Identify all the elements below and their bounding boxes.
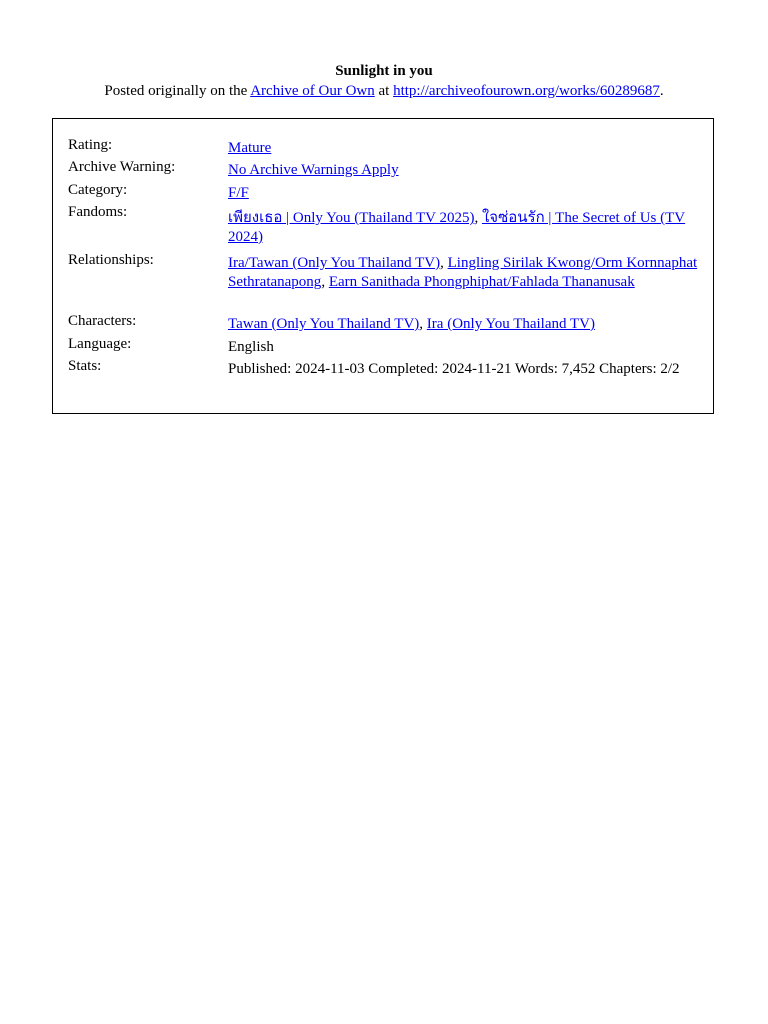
character-separator: ,: [419, 316, 427, 332]
rating-link[interactable]: Mature: [228, 140, 272, 156]
warning-link[interactable]: No Archive Warnings Apply: [228, 162, 399, 178]
character-link[interactable]: Ira (Only You Thailand TV): [426, 316, 595, 332]
stats-value: Published: 2024-11-03 Completed: 2024-11-21 Words: 7,452 Chapters: 2/2: [228, 361, 680, 377]
category-value: [228, 184, 698, 203]
fandom-link[interactable]: ใจซ่อนรัก | The Secret of Us (TV 2024): [228, 210, 686, 245]
relationship-link[interactable]: Earn Sanithada Phongphiphat/Fahlada Thananusak: [328, 274, 635, 290]
stats-label: Stats:: [68, 358, 102, 374]
language-label: Language:: [68, 336, 132, 352]
period: .: [659, 83, 664, 99]
fandom-link[interactable]: เพียงเธอ | Only You (Thailand TV 2025): [228, 210, 475, 226]
fandoms-label: Fandoms:: [68, 204, 128, 220]
relationship-link[interactable]: Ira/Tawan (Only You Thailand TV): [228, 255, 441, 271]
relationship-separator: ,: [321, 274, 329, 290]
character-link[interactable]: Tawan (Only You Thailand TV): [228, 316, 420, 332]
at-text: at: [374, 83, 394, 99]
archive-link[interactable]: Archive of Our Own: [250, 83, 375, 99]
document-header: [0, 62, 768, 101]
relationships-value: [228, 254, 698, 292]
warning-label: Archive Warning:: [68, 159, 176, 175]
relationships-label: Relationships:: [68, 252, 154, 268]
posted-prefix: Posted originally on the: [104, 83, 251, 99]
fandoms-value: [228, 209, 698, 247]
rating-label: Rating:: [68, 137, 113, 153]
relationship-separator: ,: [440, 255, 448, 271]
posted-line: [0, 82, 768, 101]
warning-value: [228, 161, 698, 180]
characters-value: [228, 315, 698, 334]
category-link[interactable]: F/F: [228, 185, 249, 201]
language-value: English: [228, 339, 274, 355]
metadata-box: [52, 118, 714, 414]
fandom-separator: ,: [474, 210, 482, 226]
category-label: Category:: [68, 182, 128, 198]
characters-label: Characters:: [68, 313, 137, 329]
rating-value: [228, 139, 698, 158]
work-url-link[interactable]: http://archiveofourown.org/works/60289687: [393, 83, 660, 99]
work-title: Sunlight in you: [335, 63, 433, 79]
relationship-link[interactable]: Lingling Sirilak Kwong/Orm Kornnaphat Sethratanapong: [228, 255, 698, 290]
